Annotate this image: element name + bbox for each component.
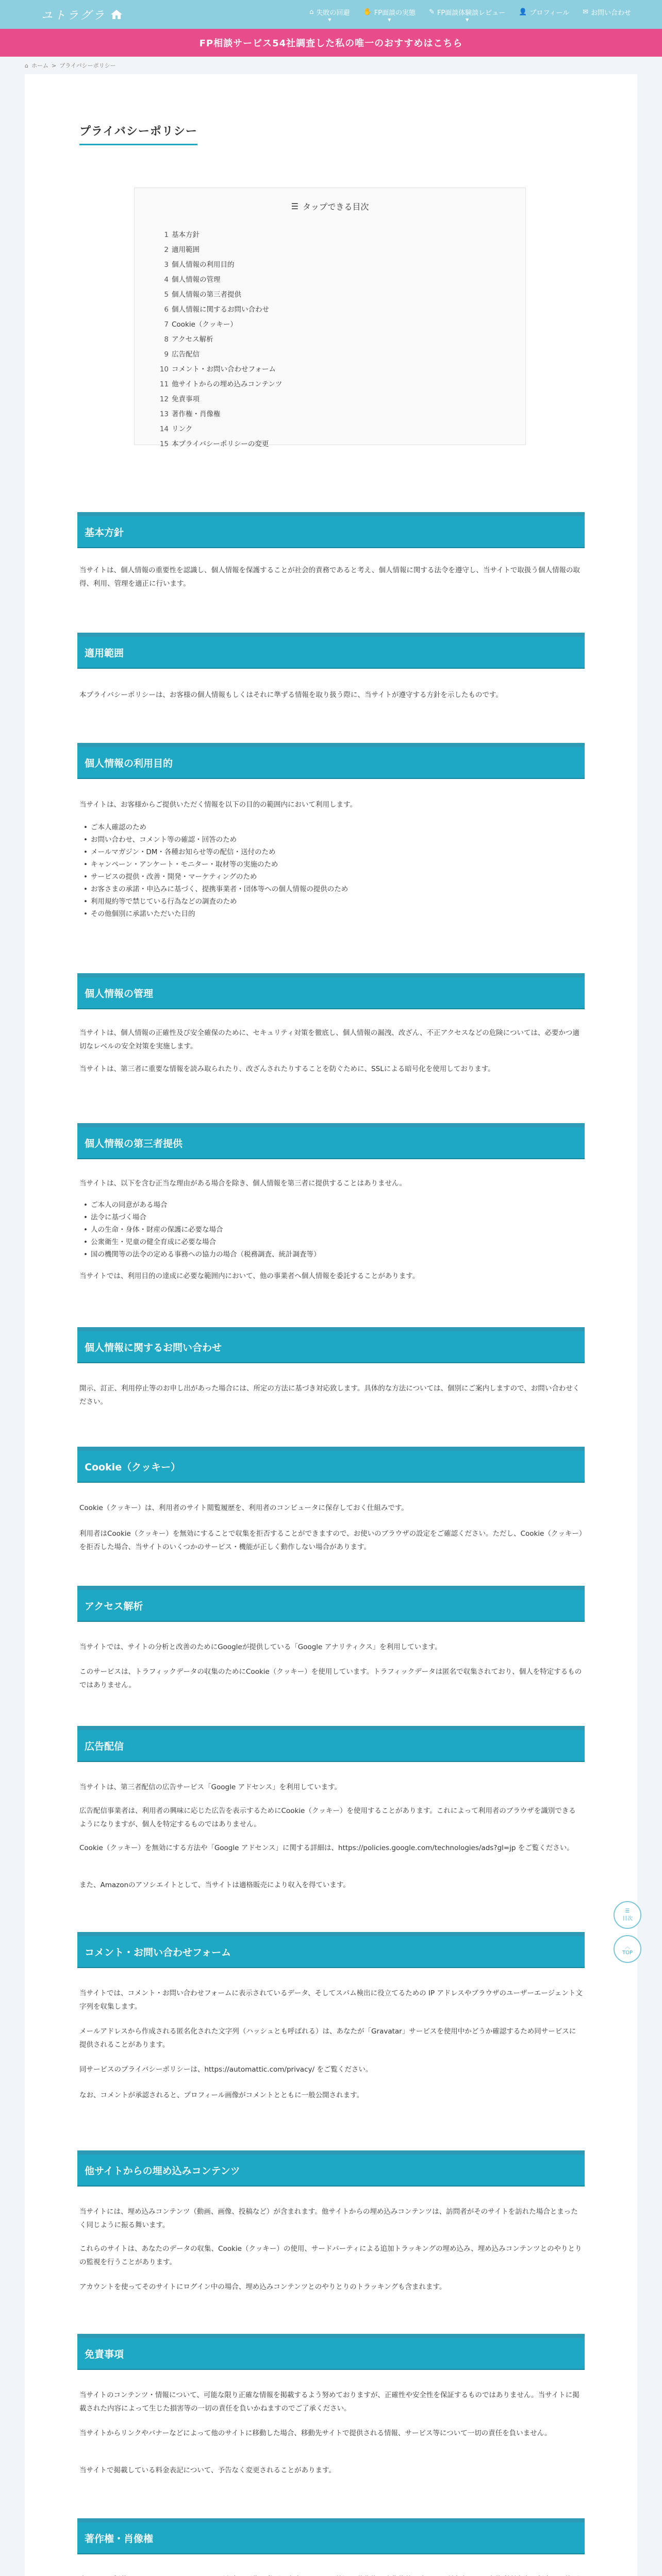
toc-num: 6 <box>164 306 169 314</box>
toc-label: 適用範囲 <box>172 246 200 254</box>
chevron-down-icon: ▼ <box>465 17 469 22</box>
list-item: • お問い合わせ、コメント等の確認・回答のため <box>84 834 348 846</box>
toc-item[interactable] <box>159 422 525 437</box>
toc-item[interactable] <box>159 392 525 407</box>
toc-item[interactable] <box>159 437 525 452</box>
toc-label: リンク <box>172 425 193 433</box>
toc-label: Cookie（クッキー） <box>172 320 237 329</box>
nav-label: 失敗の回避 <box>316 9 350 17</box>
purpose-list <box>84 821 348 920</box>
toc-num: 2 <box>164 246 169 254</box>
toc-float-button[interactable] <box>614 1901 641 1929</box>
section-heading: 個人情報の第三者提供 <box>77 1123 585 1158</box>
paragraph: 当サイトでは、サイトの分析と改善のためにGoogleが提供している「Google アナリティクス」を利用しています。 <box>79 1643 442 1651</box>
toc-num: 12 <box>159 395 169 403</box>
paragraph: 当サイトには、埋め込みコンテンツ（動画、画像、投稿など）が含まれます。他サイトからの埋め込みコンテンツは、訪問者がそのサイトを訪れた場合とまったく同じように振る舞います。 <box>79 2208 578 2229</box>
toc-item[interactable] <box>159 317 525 332</box>
toc-num: 10 <box>159 365 169 374</box>
toc-num: 9 <box>164 350 169 359</box>
paragraph: 当サイトは、個人情報の正確性及び安全確保のために、セキュリティ対策を徹底し、個人情報の漏洩、改ざん、不正アクセスなどの危険については、必要かつ適切なレベルの安全対策を実施します。 <box>79 1029 580 1050</box>
paragraph: 広告配信事業者は、利用者の興味に応じた広告を表示するためにCookie（クッキー）を使用することがあります。これによって利用者のブラウザを識別できるようになりますが、個人を特定するものではありません。 <box>79 1807 576 1828</box>
toc-label: 著作権・肖像権 <box>172 410 221 418</box>
chevron-up-icon: ︿ <box>625 1944 630 1950</box>
user-icon: 👤 <box>519 8 527 16</box>
promo-banner[interactable] <box>0 29 662 57</box>
nav-item-fp-review[interactable] <box>429 7 505 22</box>
nav-item-avoid-failure[interactable] <box>309 7 350 22</box>
table-of-contents <box>134 188 526 448</box>
house-icon: ⌂ <box>309 8 314 16</box>
toc-item[interactable] <box>159 347 525 362</box>
section-heading: 免責事項 <box>77 2334 585 2369</box>
list-item: • その他個別に承諾いただいた目的 <box>84 908 348 920</box>
breadcrumb-separator: > <box>51 62 57 69</box>
toc-num: 13 <box>159 410 169 418</box>
section-heading: 他サイトからの埋め込みコンテンツ <box>77 2150 585 2185</box>
paragraph: これらのサイトは、あなたのデータの収集、Cookie（クッキー）の使用、サードパーティによる追加トラッキングの埋め込み、埋め込みコンテンツとのやりとりの監視を行うことがあります。 <box>79 2245 582 2266</box>
list-item: • 人の生命・身体・財産の保護に必要な場合 <box>84 1224 321 1236</box>
toc-label: 個人情報の利用目的 <box>172 261 235 269</box>
toc-num: 1 <box>164 231 169 239</box>
global-nav <box>309 7 631 22</box>
toc-item[interactable] <box>159 407 525 422</box>
toc-label: 広告配信 <box>172 350 200 359</box>
toc-label: 本プライバシーポリシーの変更 <box>172 440 269 448</box>
paragraph: 当サイトのコンテンツ・情報について、可能な限り正確な情報を掲載するよう努めておりますが、正確性や安全性を保証するものではありません。当サイトに掲載された内容によって生じた損害等の一切の責任を負いかねますのでご了承ください。 <box>79 2391 580 2413</box>
toc-label: 個人情報の管理 <box>172 276 221 284</box>
toc-num: 7 <box>164 320 169 329</box>
nav-item-profile[interactable] <box>519 7 569 22</box>
section-heading: Cookie（クッキー） <box>77 1447 585 1482</box>
list-item: • 国の機関等の法令の定める事務への協力の場合（税務調査、統計調査等） <box>84 1248 321 1261</box>
paragraph: 当サイトでは、コメント・お問い合わせフォームに表示されているデータ、そしてスパム検出に役立てるための IP アドレスやブラウザのユーザーエージェント文字列を収集します。 <box>79 1989 583 2011</box>
paragraph: Cookie（クッキー）は、利用者のサイト閲覧履歴を、利用者のコンピュータに保存しておく仕組みです。 <box>79 1504 408 1512</box>
home-icon: ⌂ <box>25 62 28 69</box>
list-item: • お客さまの承諾・申込みに基づく、提携事業者・団体等への個人情報の提供のため <box>84 883 348 895</box>
toc-item[interactable] <box>159 377 525 392</box>
section-heading: 広告配信 <box>77 1726 585 1761</box>
section-heading: 個人情報の管理 <box>77 973 585 1008</box>
toc-num: 11 <box>159 380 169 388</box>
list-icon: ☰ <box>291 201 299 211</box>
toc-label: 個人情報に関するお問い合わせ <box>172 306 269 314</box>
toc-item[interactable] <box>159 302 525 317</box>
toc-label: アクセス解析 <box>172 335 213 344</box>
third-party-list <box>84 1199 321 1261</box>
toc-label: 免責事項 <box>172 395 200 403</box>
toc-item[interactable] <box>159 332 525 347</box>
toc-num: 15 <box>159 440 169 448</box>
list-item: • メールマガジン・DM・各種お知らせ等の配信・送付のため <box>84 846 348 858</box>
list-item: • ご本人確認のため <box>84 821 348 834</box>
list-item: • ご本人の同意がある場合 <box>84 1199 321 1211</box>
site-header <box>0 0 662 29</box>
breadcrumb-current: プライバシーポリシー <box>59 62 116 69</box>
mail-icon: ✉ <box>583 8 588 16</box>
list-icon: ☰ <box>625 1908 630 1914</box>
list-item: • キャンペーン・アンケート・モニター・取材等の実施のため <box>84 858 348 871</box>
toc-item[interactable] <box>159 273 525 287</box>
nav-label: プロフィール <box>529 9 570 17</box>
house-logo-icon <box>110 9 123 20</box>
list-item: • 法令に基づく場合 <box>84 1211 321 1224</box>
breadcrumb-home[interactable]: ホーム <box>31 62 48 69</box>
page-title: プライバシーポリシー <box>79 123 197 145</box>
chevron-down-icon: ▼ <box>388 17 391 22</box>
paragraph: 当サイトは、以下を含む正当な理由がある場合を除き、個人情報を第三者に提供することはありません。 <box>79 1179 406 1188</box>
paragraph: 当サイトは、第三者に重要な情報を読み取られたり、改ざんされたりすることを防ぐために、SSLによる暗号化を使用しております。 <box>79 1065 495 1073</box>
toc-item[interactable] <box>159 362 525 377</box>
paragraph: アカウントを使ってそのサイトにログイン中の場合、埋め込みコンテンツとのやりとりのトラッキングも含まれます。 <box>79 2283 446 2291</box>
top-float-label: TOP <box>622 1950 633 1956</box>
toc-label: コメント・お問い合わせフォーム <box>172 365 276 374</box>
paragraph: 当サイトで掲載している料金表記について、予告なく変更されることがあります。 <box>79 2466 336 2475</box>
paragraph: 当サイトは、個人情報の重要性を認識し、個人情報を保護することが社会的責務であると考え、個人情報に関する法令を遵守し、当サイトで取扱う個人情報の取得、利用、管理を適正に行います。 <box>79 566 580 588</box>
logo-text: ユトラグラ <box>41 9 106 22</box>
toc-list <box>159 228 525 452</box>
section-heading: 個人情報に関するお問い合わせ <box>77 1327 585 1362</box>
toc-label: 個人情報の第三者提供 <box>172 291 241 299</box>
article <box>25 74 637 2576</box>
list-item: • サービスの提供・改善・開発・マーケティングのため <box>84 871 348 883</box>
paragraph: 当サイトからリンクやバナーなどによって他のサイトに移動した場合、移動先サイトで提供される情報、サービス等について一切の責任を負いません。 <box>79 2429 552 2437</box>
paragraph: 当サイトでは、利用目的の達成に必要な範囲内において、他の事業者へ個人情報を委託することがあります。 <box>79 1272 420 1280</box>
toc-title-text: タップできる目次 <box>302 202 369 212</box>
paragraph: Cookie（クッキー）を無効にする方法や「Google アドセンス」に関する詳細は、https://policies.google.com/technologies/ads?gl=jp をご覧ください。 <box>79 1844 574 1852</box>
toc-title[interactable] <box>135 200 525 212</box>
toc-num: 5 <box>164 291 169 299</box>
paragraph: メールアドレスから作成される匿名化された文字列（ハッシュとも呼ばれる）は、あなたが「Gravatar」サービスを使用中かどうか確認するため同サービスに提供されることがあります。 <box>79 2027 576 2049</box>
wrench-icon: ✎ <box>428 8 435 16</box>
section-heading: アクセス解析 <box>77 1586 585 1621</box>
list-item: • 利用規約等で禁じている行為などの調査のため <box>84 895 348 908</box>
toc-num: 8 <box>164 335 169 344</box>
paragraph: また、Amazonのアソシエイトとして、当サイトは適格販売により収入を得ています。 <box>79 1881 350 1889</box>
paragraph: なお、コメントが承認されると、プロフィール画像がコメントとともに一般公開されます。 <box>79 2091 364 2099</box>
section-heading: コメント・お問い合わせフォーム <box>77 1932 585 1967</box>
toc-label: 基本方針 <box>172 231 200 239</box>
paragraph: このサービスは、トラフィックデータの収集のためにCookie（クッキー）を使用しています。トラフィックデータは匿名で収集されており、個人を特定するものではありません。 <box>79 1668 582 1689</box>
toc-float-label: 目次 <box>622 1916 633 1922</box>
paragraph: 本プライバシーポリシーは、お客様の個人情報もしくはそれに準ずる情報を取り扱う際に、当サイトが遵守する方針を示したものです。 <box>79 691 503 699</box>
toc-label: 他サイトからの埋め込みコンテンツ <box>172 380 283 388</box>
nav-label: お問い合わせ <box>590 9 631 17</box>
nav-label: FP面談の実態 <box>374 9 416 17</box>
breadcrumb <box>0 57 662 74</box>
paragraph <box>79 2573 583 2576</box>
paragraph: 同サービスのプライバシーポリシーは、https://automattic.com/privacy/ をご覧ください。 <box>79 2065 373 2074</box>
paragraph: 当サイトは、お客様からご提供いただく情報を以下の目的の範囲内において利用します。 <box>79 801 357 809</box>
toc-num: 14 <box>159 425 169 433</box>
nav-item-fp-reality[interactable] <box>363 7 416 22</box>
paragraph: 利用者はCookie（クッキー）を無効にすることで収集を拒否することができますので、お使いのブラウザの設定をご確認ください。ただし、Cookie（クッキー）を拒否した場合、当サイトのいくつかのサービス・機能が正しく動作しない場合があります。 <box>79 1530 583 1551</box>
chevron-down-icon: ▼ <box>328 17 332 22</box>
toc-num: 4 <box>164 276 169 284</box>
section-heading: 個人情報の利用目的 <box>77 743 585 778</box>
paragraph: 当サイトは、第三者配信の広告サービス「Google アドセンス」を利用しています。 <box>79 1783 342 1791</box>
paragraph: 開示、訂正、利用停止等のお申し出があった場合には、所定の方法に基づき対応致します。具体的な方法については、個別にご案内しますので、お問い合わせください。 <box>79 1384 580 1406</box>
toc-num: 3 <box>164 261 169 269</box>
toc-item[interactable] <box>159 287 525 302</box>
section-heading: 基本方針 <box>77 512 585 547</box>
toc-item[interactable] <box>159 243 525 258</box>
list-item: • 公衆衛生・児童の健全育成に必要な場合 <box>84 1236 321 1248</box>
site-logo[interactable] <box>41 7 123 23</box>
banner-text: FP相談サービス54社調査した私の唯一のおすすめはこちら <box>199 38 463 49</box>
toc-item[interactable] <box>159 258 525 273</box>
section-heading: 適用範囲 <box>77 633 585 668</box>
nav-item-contact[interactable] <box>583 7 631 22</box>
hand-icon: ✋ <box>363 8 372 16</box>
back-to-top-button[interactable] <box>614 1935 641 1963</box>
nav-label: FP面談体験談レビュー <box>437 9 506 17</box>
toc-item[interactable] <box>159 228 525 243</box>
section-heading: 著作権・肖像権 <box>77 2518 585 2553</box>
